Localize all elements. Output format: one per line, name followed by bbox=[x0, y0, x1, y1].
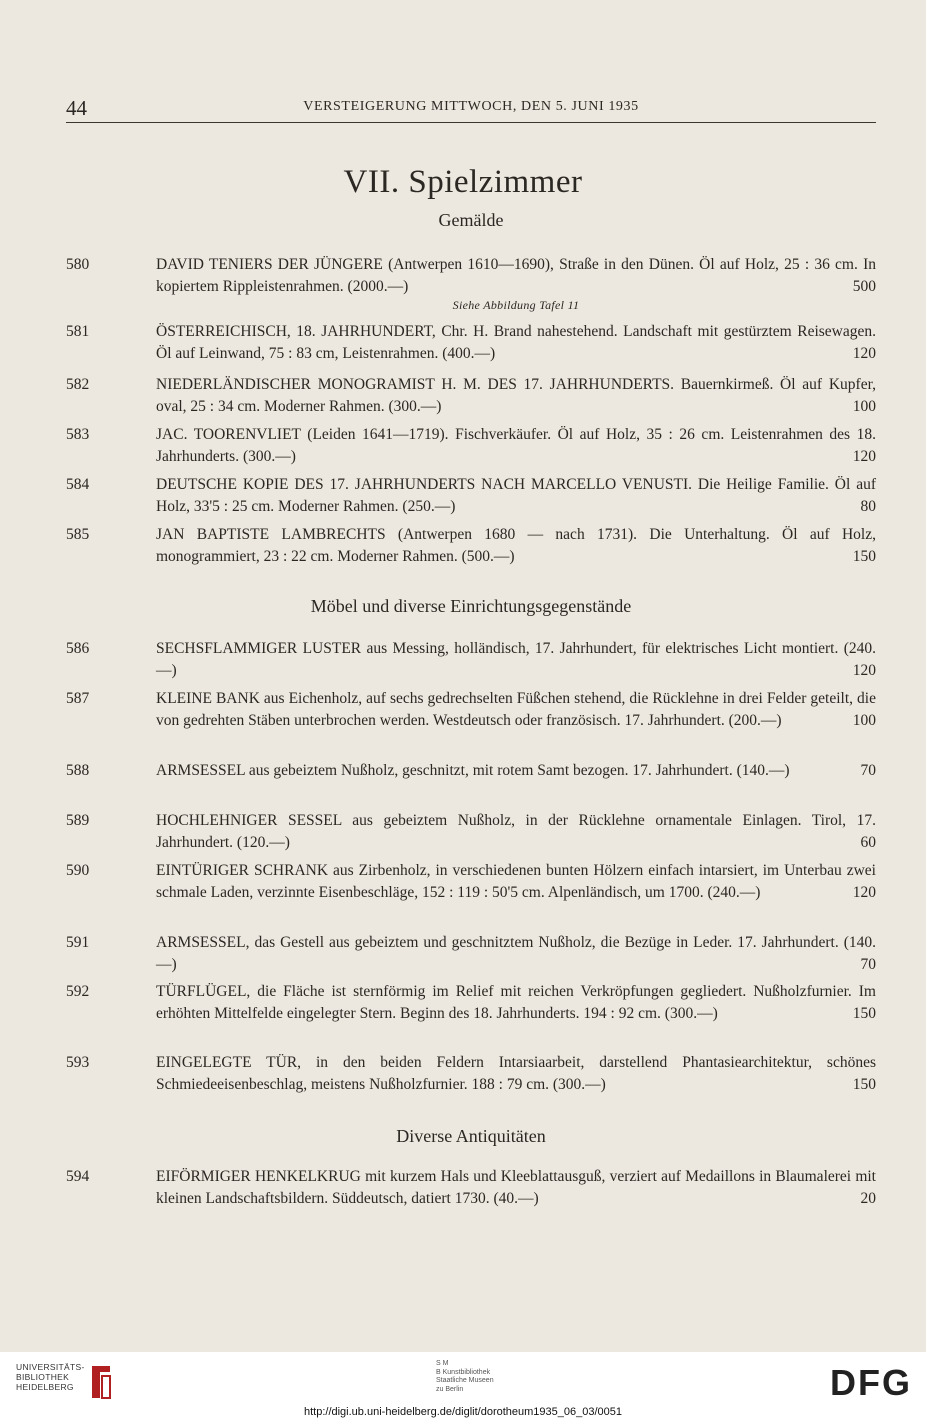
entry-text: JAN BAPTISTE LAMBRECHTS (Antwerpen 1680 — nach 1731). Die Unterhaltung. Öl auf Holz, monogrammiert, 23 : 22 cm. Moderner Rahmen. (500.—) bbox=[156, 526, 876, 565]
section-title: VII. Spielzimmer bbox=[343, 164, 583, 200]
entry-text: DAVID TENIERS DER JÜNGERE (Antwerpen 1610—1690), Straße in den Dünen. Öl auf Holz, 25 : 36 cm. In kopiertem Rippleistenrahmen. (2000.—) bbox=[156, 256, 876, 295]
entry-description bbox=[156, 524, 876, 567]
library-name-line: HEIDELBERG bbox=[16, 1382, 74, 1392]
entry-description bbox=[156, 321, 876, 364]
library-name-line: BIBLIOTHEK bbox=[16, 1372, 70, 1382]
lot-number: 591 bbox=[66, 934, 90, 951]
entry-description bbox=[156, 638, 876, 681]
entry-text: DEUTSCHE KOPIE DES 17. JAHRHUNDERTS NACH MARCELLO VENUSTI. Die Heilige Familie. Öl auf Holz, 33'5 : 25 cm. Moderner Rahmen. (250.—) bbox=[156, 476, 876, 515]
estimate-price: 120 bbox=[852, 344, 876, 362]
lot-number: 586 bbox=[66, 640, 90, 657]
partner-line: Staatliche Museen bbox=[436, 1377, 494, 1384]
partner-line: zu Berlin bbox=[436, 1385, 464, 1393]
subsection-paintings: Gemälde bbox=[438, 210, 504, 230]
viewer-footer bbox=[0, 1352, 926, 1420]
lot-number: 582 bbox=[66, 376, 90, 393]
entry-text: KLEINE BANK aus Eichenholz, auf sechs gedrechselten Füßchen stehend, die Rücklehne in drei Felder geteilt, die von gedrehten Stäben unterbrochen werden. Westdeutsch oder französisch. 17. Jahrhundert. (200.—) bbox=[156, 690, 876, 729]
catalog-entry bbox=[66, 424, 876, 467]
estimate-price: 70 bbox=[860, 762, 876, 779]
entry-text: ARMSESSEL aus gebeiztem Nußholz, geschnitzt, mit rotem Samt bezogen. 17. Jahrhundert. (140.—) bbox=[156, 762, 790, 779]
lot-number: 592 bbox=[66, 983, 90, 1000]
lot-number: 593 bbox=[66, 1054, 90, 1071]
entry-description bbox=[156, 424, 876, 467]
partner-line: S M bbox=[436, 1360, 449, 1367]
catalog-entry bbox=[66, 981, 876, 1024]
catalog-entry bbox=[66, 860, 876, 903]
partner-logo[interactable] bbox=[436, 1360, 494, 1394]
entry-description bbox=[156, 474, 876, 517]
estimate-price: 120 bbox=[852, 661, 876, 679]
dfg-logo[interactable]: DFG bbox=[830, 1362, 912, 1403]
lot-number: 594 bbox=[66, 1168, 90, 1185]
estimate-price: 120 bbox=[852, 447, 876, 465]
lot-number: 589 bbox=[66, 812, 90, 829]
entry-description bbox=[156, 860, 876, 903]
entry-text: EINGELEGTE TÜR, in den beiden Feldern Intarsiaarbeit, darstellend Phantasiearchitektur, schönes Schmiedeeisenbeschlag, meistens Nußholzfurnier. 188 : 79 cm. (300.—) bbox=[156, 1054, 876, 1093]
library-emblem-icon bbox=[88, 1364, 114, 1400]
estimate-price: 100 bbox=[852, 397, 876, 415]
estimate-price: 150 bbox=[852, 547, 876, 565]
entry-description bbox=[156, 981, 876, 1024]
estimate-price: 150 bbox=[852, 1075, 876, 1093]
catalog-entry bbox=[66, 932, 876, 975]
catalog-entry bbox=[66, 1166, 876, 1209]
entry-text: ARMSESSEL, das Gestell aus gebeiztem und geschnitztem Nußholz, die Bezüge in Leder. 17. Jahrhundert. (140.—) bbox=[156, 934, 876, 973]
lot-number: 584 bbox=[66, 476, 90, 493]
lot-number: 583 bbox=[66, 426, 90, 443]
entry-description bbox=[156, 1166, 876, 1209]
page-number: 44 bbox=[66, 96, 87, 120]
catalog-entry bbox=[66, 688, 876, 731]
entry-text: SECHSFLAMMIGER LUSTER aus Messing, holländisch, 17. Jahrhundert, für elektrisches Licht montiert. (240.—) bbox=[156, 640, 876, 679]
entry-text: EIFÖRMIGER HENKELKRUG mit kurzem Hals und Kleeblattausguß, verziert auf Medaillons in Blaumalerei mit kleinen Landschaftsbildern. Süddeutsch, datiert 1730. (40.—) bbox=[156, 1168, 876, 1207]
entry-text: HOCHLEHNIGER SESSEL aus gebeiztem Nußholz, in der Rücklehne ornamentale Einlagen. Tirol, 17. Jahrhundert. (120.—) bbox=[156, 812, 876, 851]
partner-line: B Kunstbibliothek bbox=[436, 1368, 491, 1376]
entry-text: NIEDERLÄNDISCHER MONOGRAMIST H. M. DES 17. JAHRHUNDERTS. Bauernkirmeß. Öl auf Kupfer, oval, 25 : 34 cm. Moderner Rahmen. (300.—) bbox=[156, 376, 876, 415]
estimate-price: 20 bbox=[860, 1189, 876, 1207]
catalog-entry bbox=[66, 474, 876, 517]
entry-description bbox=[156, 810, 876, 853]
lot-number: 580 bbox=[66, 256, 90, 273]
entry-description bbox=[156, 932, 876, 975]
estimate-price: 500 bbox=[852, 277, 876, 295]
lot-number: 581 bbox=[66, 323, 90, 340]
lot-number: 588 bbox=[66, 762, 90, 779]
entry-description bbox=[156, 1052, 876, 1095]
page-header bbox=[66, 96, 876, 123]
catalog-entry bbox=[66, 524, 876, 567]
estimate-price: 150 bbox=[852, 1004, 876, 1022]
estimate-price: 80 bbox=[860, 497, 876, 515]
catalog-entry bbox=[66, 254, 876, 313]
catalog-entry bbox=[66, 810, 876, 853]
catalog-entry bbox=[66, 760, 876, 782]
estimate-price: 100 bbox=[852, 711, 876, 729]
entry-description bbox=[156, 374, 876, 417]
library-name-line: UNIVERSITÄTS- bbox=[16, 1362, 85, 1372]
lot-number: 585 bbox=[66, 526, 90, 543]
entry-text: JAC. TOORENVLIET (Leiden 1641—1719). Fischverkäufer. Öl auf Holz, 35 : 26 cm. Leistenrahmen des 18. Jahrhunderts. (300.—) bbox=[156, 426, 876, 465]
entry-text: EINTÜRIGER SCHRANK aus Zirbenholz, in verschiedenen bunten Hölzern einfach intarsiert, im Unterbau zwei schmale Laden, verzinnte Eisenbeschläge, 152 : 119 : 50'5 cm. Alpenländisch, um 1700. (240.—) bbox=[156, 862, 876, 901]
running-title: VERSTEIGERUNG MITTWOCH, DEN 5. JUNI 1935 bbox=[303, 99, 639, 114]
permalink-url[interactable]: http://digi.ub.uni-heidelberg.de/diglit/dorotheum1935_06_03/0051 bbox=[303, 1406, 623, 1418]
subsection-furniture: Möbel und diverse Einrichtungsgegenstände bbox=[310, 596, 632, 616]
catalog-entry bbox=[66, 374, 876, 417]
entry-description bbox=[156, 688, 876, 731]
estimate-price: 120 bbox=[852, 883, 876, 901]
catalog-entry bbox=[66, 638, 876, 681]
estimate-price: 70 bbox=[860, 955, 876, 973]
lot-number: 590 bbox=[66, 862, 90, 879]
university-library-logo[interactable] bbox=[16, 1362, 85, 1392]
lot-number: 587 bbox=[66, 690, 90, 707]
entry-description bbox=[156, 254, 876, 297]
subsection-antiques: Diverse Antiquitäten bbox=[396, 1126, 546, 1146]
catalog-entry bbox=[66, 321, 876, 364]
catalog-entry bbox=[66, 1052, 876, 1095]
entry-text: ÖSTERREICHISCH, 18. JAHRHUNDERT, Chr. H. Brand nahestehend. Landschaft mit gestürztem Reisewagen. Öl auf Leinwand, 75 : 83 cm, Leistenrahmen. (400.—) bbox=[156, 323, 876, 362]
entry-text: TÜRFLÜGEL, die Fläche ist sternförmig im Relief mit reichen Verkröpfungen gegliedert. Nußholzfurnier. Im erhöhten Mittelfelde eingelegter Stern. Beginn des 18. Jahrhunderts. 194 : 92 cm. (300.—) bbox=[156, 983, 876, 1022]
plate-reference: Siehe Abbildung Tafel 11 bbox=[452, 298, 580, 312]
estimate-price: 60 bbox=[860, 833, 876, 851]
entry-description bbox=[156, 760, 876, 782]
